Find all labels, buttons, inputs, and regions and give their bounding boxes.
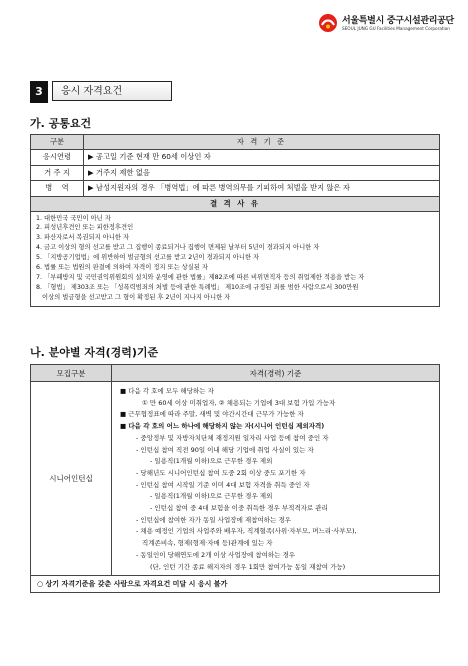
row-text: ▶ 거주지 제한 없음: [84, 165, 440, 181]
general-heading: 가. 공통요건: [30, 117, 92, 130]
col-requirement: 자격(경력) 기준: [112, 365, 440, 382]
col-category: 모집구분: [31, 365, 112, 382]
col-requirement: 자 격 기 준: [84, 135, 440, 150]
row-label: 병 역: [31, 181, 84, 197]
list-item: 1. 대한민국 국민이 아닌 자: [36, 214, 111, 222]
table-row: [31, 382, 440, 576]
list-item: 이상의 벌금형을 선고받고 그 형이 확정된 후 2년이 지나지 아니한 자: [36, 293, 231, 301]
field-heading: 나. 분야별 자격(경력)기준: [30, 346, 159, 359]
organization-logo: [318, 12, 458, 38]
row-text: ▶ 공고일 기준 현재 만 60세 이상인 자: [84, 150, 440, 166]
table-header-row: [31, 365, 440, 382]
criteria-line: ■ 근무협정표에 따라 주말, 새벽 및 야간시간대 근무가 가능한 자: [120, 410, 304, 419]
list-item: 6. 법률 또는 법원의 판결에 의하여 자격이 정지 또는 상실된 자: [36, 264, 209, 272]
criteria-line: (단, 인턴 기간 종료 해지자의 경우 1회만 참여가능 동일 재참여 가능): [150, 562, 346, 571]
logo-emblem-icon: [318, 13, 338, 33]
criteria-line: ① 만 60세 이상 미취업자, ② 채용되는 기업에 3대 보험 가입 가능자: [142, 398, 336, 407]
criteria-line: - 인턴십에 참여한 자가 동일 사업장에 재참여하는 경우: [136, 515, 291, 524]
disqualification-header-row: [31, 196, 440, 211]
list-item: 7. 「부패방지 및 국민권익위원회의 설치와 운영에 관한 법률」제82조에 따른 비위면직자 등의 취업제한 적용을 받는 자: [36, 273, 365, 281]
criteria-line: - 일용직(1개월 이하)으로 근무한 경우 제외: [150, 457, 273, 466]
section-header: [30, 81, 220, 103]
criteria-line: 직계존비속, 형제(형제·자매 등)관계에 있는 자: [142, 539, 273, 548]
criteria-line: - 일용직(1개월 이하)으로 근무한 경우 제외: [150, 492, 273, 501]
row-text: ▶ 남성지원자의 경우 「병역법」에 따른 병역의무를 기피하여 처벌을 받지 않은 자: [84, 181, 440, 197]
list-item: 5. 「지방공기업법」에 위반하여 벌금형의 선고를 받고 2년이 경과되지 아니한 자: [36, 254, 260, 262]
disqualification-title: 결 격 사 유: [31, 196, 440, 211]
criteria-line: - 인턴십 참여 시작일 기준 이미 4대 보험 자격을 취득 중인 자: [136, 480, 310, 489]
field-label: 시니어인턴십: [31, 382, 112, 576]
criteria-line: ■ 다음 각 호의 어느 하나에 해당하지 않는 자(시니어 인턴십 제외자격): [120, 422, 325, 431]
criteria-line: - 인턴십 참여 직전 90일 이내 해당 기업에 취업 사실이 있는 자: [136, 445, 314, 454]
row-label: 응시연령: [31, 150, 84, 166]
logo-subtitle: SEOUL JUNG GU Facilities Management Corporation: [342, 26, 450, 31]
table-row: [31, 181, 440, 197]
logo-name: 서울특별시 중구시설관리공단: [342, 16, 454, 26]
table-row: [31, 150, 440, 166]
field-criteria: [112, 382, 440, 576]
section-title: 응시 자격요건: [52, 81, 172, 101]
table-row: [31, 165, 440, 181]
criteria-line: - 중앙정부 및 자방자치단체 재정지원 일자리 사업 등에 참여 중인 자: [136, 433, 329, 442]
criteria-line: - 채용 예정인 기업의 사업주와 배우자, 직계혈족(사위·자부모, 며느리·사부모),: [136, 527, 357, 536]
general-requirements-table: [30, 134, 440, 307]
footer-note: ○ 상기 자격기준을 갖춘 사람으로 자격요건 미달 시 응시 불가: [31, 576, 440, 593]
list-item: 4. 금고 이상의 형의 선고를 받고 그 집행이 종료되거나 집행이 면제된 날부터 5년이 경과되지 아니한 자: [36, 244, 320, 252]
list-item: 2. 피성년후견인 또는 피한정후견인: [36, 224, 134, 232]
list-item: 3. 파산자로서 복권되지 아니한 자: [36, 234, 130, 242]
table-footer-row: [31, 576, 440, 593]
list-item: 8. 「형법」 제303조 또는 「성폭력범죄의 처벌 등에 관한 특례법」 제10조에 규정된 죄를 범한 사람으로서 300만원: [36, 283, 359, 291]
section-number: 3: [30, 81, 48, 103]
criteria-line: ■ 다음 각 호에 모두 해당하는 자: [120, 387, 214, 395]
disqualification-list: [31, 211, 440, 306]
table-header-row: [31, 135, 440, 150]
criteria-line: - 당해년도 시니어인턴십 참여 도중 2회 이상 중도 포기한 자: [136, 468, 306, 477]
criteria-line: - 동일인이 당해연도에 2개 이상 사업장에 참여하는 경우: [136, 550, 296, 559]
disqualification-row: [31, 211, 440, 306]
col-category: 구분: [31, 135, 84, 150]
criteria-list: [120, 386, 434, 573]
criteria-line: - 인턴십 참여 중 4대 보험을 이중 취득한 경우 부적격자로 관리: [150, 504, 328, 513]
row-label: 거 주 지: [31, 165, 84, 181]
field-requirements-table: [30, 364, 440, 593]
